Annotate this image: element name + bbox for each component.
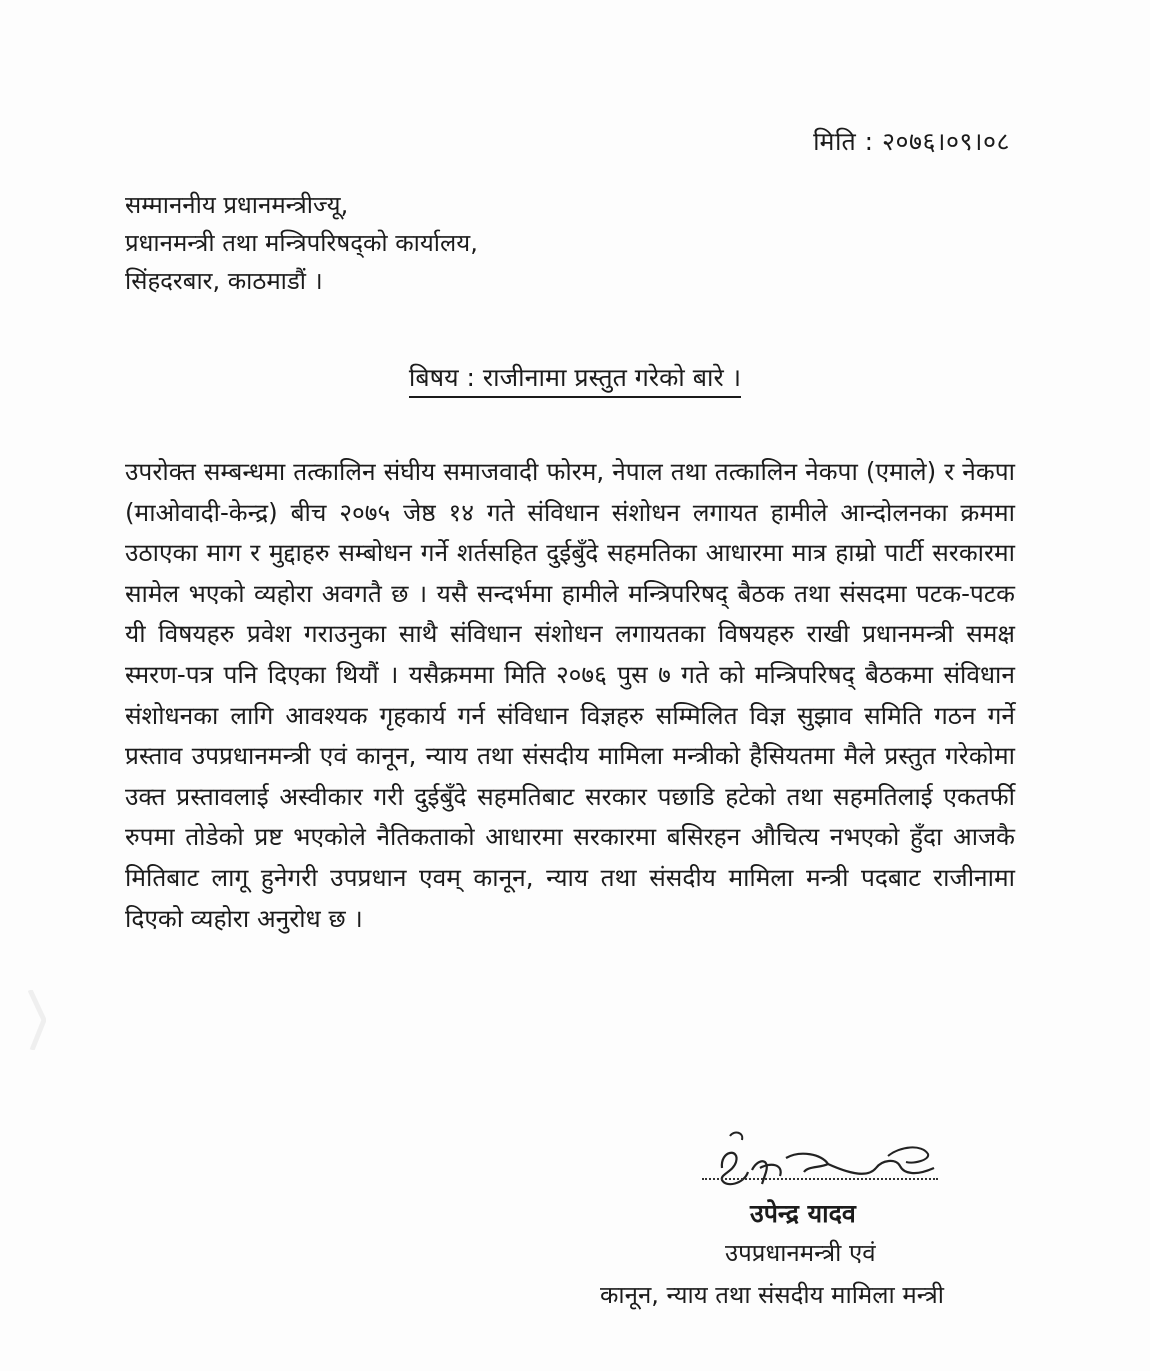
signatory-name: उपेन्द्र यादव xyxy=(750,1199,856,1228)
recipient-line-1: सम्माननीय प्रधानमन्त्रीज्यू, xyxy=(125,191,349,219)
letter-date: मिति : २०७६।०९।०८ xyxy=(813,127,1010,156)
signature-line xyxy=(702,1178,938,1180)
letter-body: उपरोक्त सम्बन्धमा तत्कालिन संघीय समाजवादी फोरम, नेपाल तथा तत्कालिन नेकपा (एमाले) र नेकपा (माओवादी-केन्द्र) बीच २०७५ जेष्ठ १४ गते संविधान संशोधन लगायत हामीले आन्दोलनका क्रममा उठाएका माग र मुद्दाहरु सम्बोधन गर्ने शर्तसहित दुईबुँदे सहमतिका आधारमा मात्र हाम्रो पार्टी सरकारमा सामेल भएको व्यहोरा अवगतै छ । यसै सन्दर्भमा हामीले मन्त्रिपरिषद् बैठक तथा संसदमा पटक-पटक यी विषयहरु प्रवेश गराउनुका साथै संविधान संशोधन लगायतका विषयहरु राखी प्रधानमन्त्री समक्ष स्मरण-पत्र पनि दिएका थियौं । यसैक्रममा मिति २०७६ पुस ७ गते को मन्त्रिपरिषद् बैठकमा संविधान संशोधनका लागि आवश्यक गृहकार्य गर्न संविधान विज्ञहरु सम्मिलित विज्ञ सुझाव समिति गठन गर्ने प्रस्ताव उपप्रधानमन्त्री एवं कानून, न्याय तथा संसदीय मामिला मन्त्रीको हैसियतमा मैले प्रस्तुत गरेकोमा उक्त प्रस्तावलाई अस्वीकार गरी दुईबुँदे सहमतिबाट सरकार पछाडि हटेको तथा सहमतिलाई एकतर्फी रुपमा तोडेको प्रष्ट भएकोले नैतिकताको आधारमा सरकारमा बसिरहन औचित्य नभएको हुँदा आजकै मितिबाट लागू हुनेगरी उपप्रधान एवम् कानून, न्याय तथा संसदीय मामिला मन्त्री पदबाट राजीनामा दिएको व्यहोरा अनुरोध छ । xyxy=(125,457,1015,933)
signatory-title-line-2: कानून, न्याय तथा संसदीय मामिला मन्त्री xyxy=(600,1281,944,1309)
letter-subject xyxy=(0,360,1150,394)
signatory-title-line-1: उपप्रधानमन्त्री एवं xyxy=(725,1239,876,1267)
recipient-line-2: प्रधानमन्त्री तथा मन्त्रिपरिषद्को कार्यालय, xyxy=(125,229,478,257)
subject-text: बिषय : राजीनामा प्रस्तुत गरेको बारे । xyxy=(409,363,741,398)
recipient-line-3: सिंहदरबार, काठमाडौं । xyxy=(125,267,323,295)
paper-smudge xyxy=(28,990,46,1050)
handwritten-signature xyxy=(700,1128,940,1198)
recipient-address xyxy=(125,186,478,300)
